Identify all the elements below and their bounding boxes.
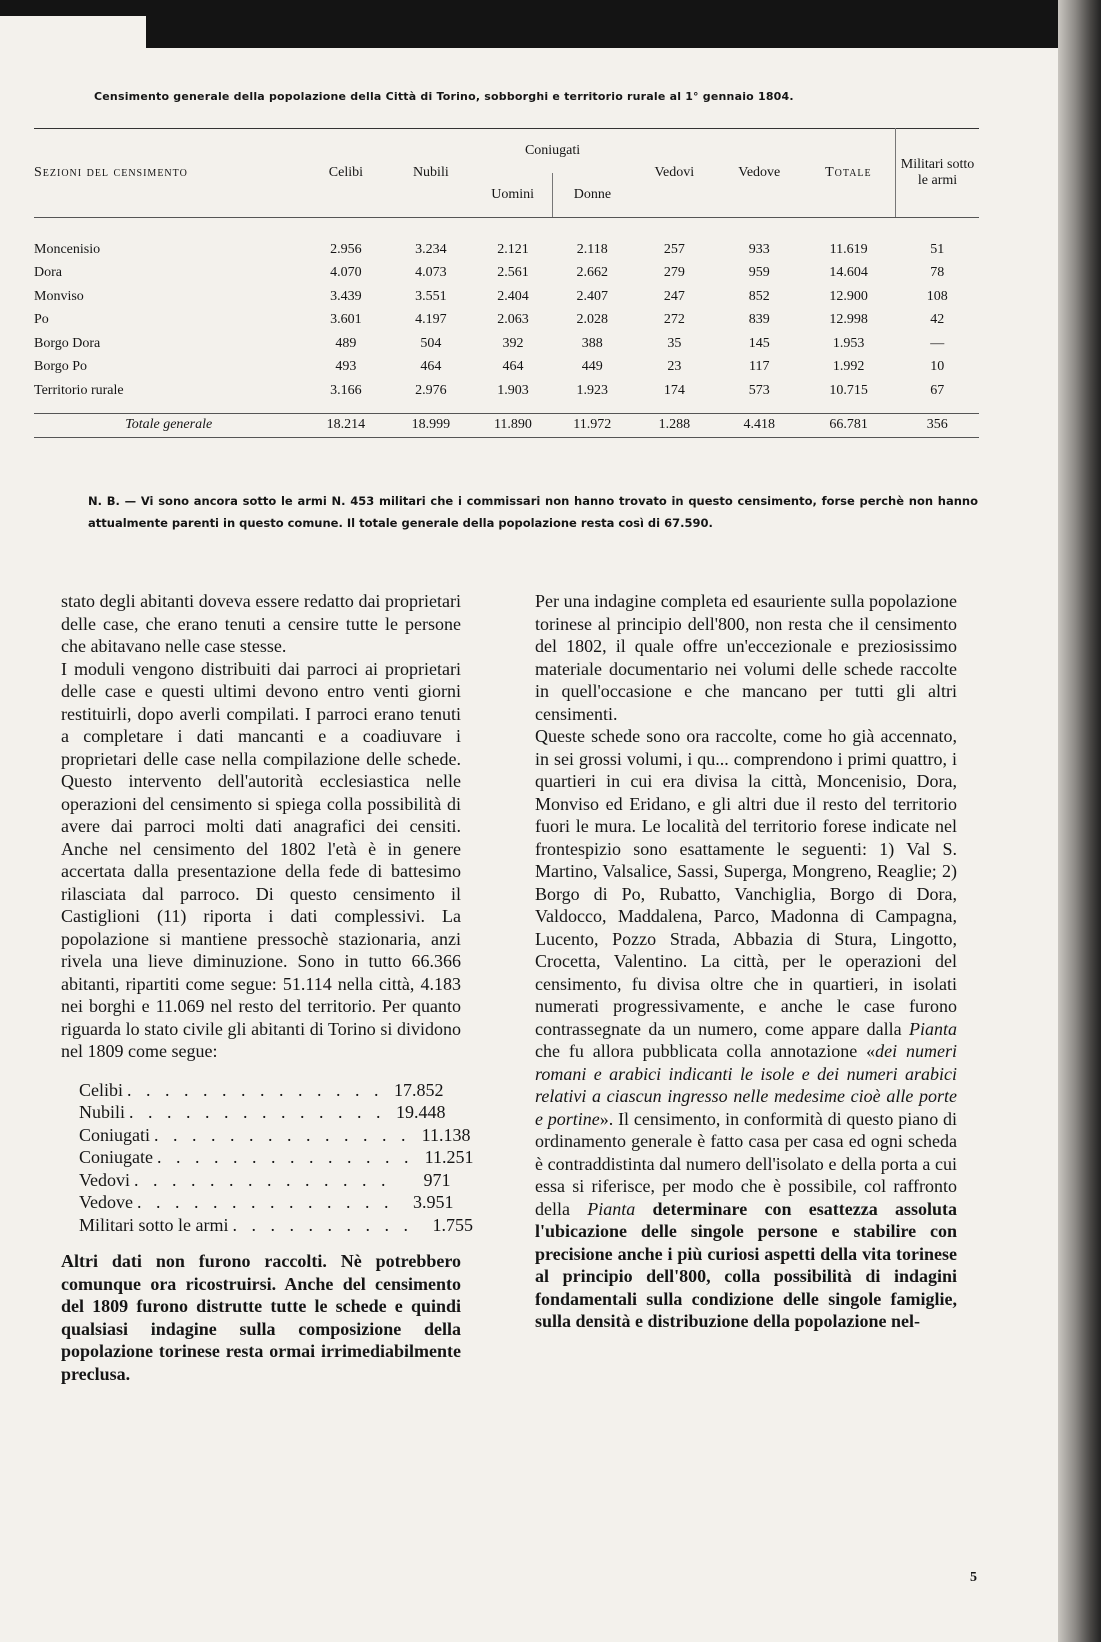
cell-nubili: 4.197	[415, 312, 447, 328]
cell-militari: —	[930, 335, 945, 351]
total-celibi: 18.214	[326, 417, 366, 433]
paragraph	[535, 725, 957, 1333]
table-row	[34, 238, 979, 262]
cell-vedove: 573	[748, 382, 770, 398]
header-coniugati: Coniugati	[524, 143, 581, 158]
stat-value: 1.755	[432, 1214, 473, 1235]
stat-label: Coniugati	[79, 1124, 150, 1145]
paragraph: Per una indagine completa ed esauriente sulla popolazione torinese al principio dell'800, non resta che il censimento del 1802, il quale offre un'eccezionale e preziosissimo materiale documentario nei volumi delle schede raccolte in quell'occasione e che mancano per tutti gli altri censimenti.	[535, 591, 957, 724]
table-row	[34, 309, 979, 333]
total-totale: 66.781	[829, 417, 868, 433]
page-number: 5	[970, 1570, 977, 1585]
total-row	[34, 413, 979, 438]
cell-uomini: 464	[502, 359, 524, 375]
cell-vedovi: 174	[663, 382, 685, 398]
total-uomini: 11.890	[493, 417, 532, 433]
cell-vedove: 933	[748, 241, 770, 257]
stat-value: 19.448	[396, 1102, 446, 1122]
cell-vedovi: 257	[663, 241, 685, 257]
table-caption: Censimento generale della popolazione della Città di Torino, sobborghi e territorio rurale al 1° gennaio 1804.	[94, 90, 794, 103]
row-name: Territorio rurale	[34, 382, 124, 398]
stat-label: Militari sotto le armi	[79, 1214, 229, 1235]
text-run: determinare con esattezza assoluta l'ubicazione delle singole persone e stabilire con precisione anche i più curiosi aspetti della vita torinese al principio dell'800, colla possibilità di indagini fondamentali sulla condizione delle singole famiglie, sulla densità e distribuzione della popolazione nel-	[535, 1198, 957, 1331]
row-name: Moncenisio	[34, 241, 101, 257]
total-vedovi: 1.288	[658, 417, 691, 433]
cell-nubili: 3.551	[415, 288, 447, 304]
text-run: Pianta	[909, 1018, 958, 1039]
text-run: Queste schede sono ora raccolte, come ho già accennato, in sei grossi volumi, i qu... comprendono i primi quattro, i quartieri in cui era divisa la città, Moncenisio, Dora, Monviso ed Eridano, e gli altri due il resto del territorio fuori le mura. Le località del territorio forese indicate nel frontespizio sono esattamente le seguenti: 1) Val S. Martino, Valsalice, Sassi, Superga, Mongreno, Reaglie; 2) Borgo di Po, Rubatto, Vanchiglia, Borgo di Dora, Valdocco, Maddalena, Parco, Madonna di Campagna, Lucento, Pozzo Strada, Abbazia di Stura, Lingotto, Crocetta, Valentino. La città, per le operazioni del censimento, fu divisa oltre che in quartieri, in isolati numerati progressivamente, e anche le case furono contrassegnate da un numero, come appare dalla	[535, 726, 957, 1039]
text-run: ». Il censimento, in conformità di questo piano di ordinamento generale è fatto casa per casa ed ogni scheda è contraddistinta dal numero dell'isolato e della porta a cui essa si riferisce, per modo che è possibile, col raffronto della	[535, 1108, 957, 1219]
list-item: Nubili . . . . . . . . . . . . . . 19.448	[79, 1102, 446, 1122]
cell-celibi: 3.166	[330, 382, 362, 398]
cell-nubili: 464	[420, 359, 442, 375]
stat-label: Vedovi	[79, 1169, 130, 1190]
total-militari: 356	[926, 417, 948, 433]
cell-celibi: 489	[335, 335, 357, 351]
census-table	[34, 128, 979, 438]
cell-donne: 1.923	[576, 382, 608, 398]
header-celibi: Celibi	[303, 129, 388, 218]
list-item: Militari sotto le armi . . . . . . . . . . 1.755	[79, 1214, 473, 1235]
cell-uomini: 1.903	[497, 382, 529, 398]
header-sections: Sezioni del censimento	[34, 129, 303, 218]
cell-totale: 11.619	[829, 241, 868, 257]
row-name: Monviso	[34, 288, 84, 304]
scan-border-strip	[146, 16, 1101, 48]
cell-vedove: 839	[748, 312, 770, 328]
header-uomini: Uomini	[473, 173, 552, 218]
stat-label: Celibi	[79, 1079, 123, 1100]
total-donne: 11.972	[573, 417, 612, 433]
cell-totale: 12.998	[829, 312, 868, 328]
cell-militari: 51	[930, 241, 945, 257]
list-item: Celibi . . . . . . . . . . . . . . 17.852	[79, 1079, 444, 1100]
row-name: Borgo Po	[34, 359, 88, 375]
cell-celibi: 3.601	[330, 312, 362, 328]
cell-uomini: 2.404	[497, 288, 529, 304]
stat-value: 11.251	[424, 1147, 474, 1167]
cell-nubili: 2.976	[415, 382, 447, 398]
cell-donne: 388	[581, 335, 603, 351]
paragraph: Altri dati non furono raccolti. Nè potrebbero comunque ora ricostruirsi. Anche del censimento del 1809 furono distrutte tutte le schede e quindi qualsiasi indagine sulla composizione della popolazione torinese resta ormai irrimediabilmente preclusa.	[61, 1251, 461, 1384]
cell-militari: 78	[930, 265, 945, 281]
cell-militari: 10	[930, 359, 945, 375]
stat-label: Vedove	[79, 1192, 133, 1212]
paragraph: stato degli abitanti doveva essere redatto dai proprietari delle case, che erano tenuti a censire tutte le persone che abitavano nelle case stesse.	[61, 591, 461, 656]
header-nubili: Nubili	[388, 129, 473, 218]
table-row	[34, 285, 979, 309]
cell-totale: 1.953	[832, 335, 865, 351]
list-item: Coniugate . . . . . . . . . . . . . . 11.251	[79, 1147, 474, 1167]
cell-totale: 12.900	[829, 288, 868, 304]
cell-donne: 2.407	[576, 288, 608, 304]
cell-totale: 10.715	[829, 382, 868, 398]
text-run: che fu allora pubblicata colla annotazione «	[535, 1041, 876, 1061]
stat-value: 971	[423, 1169, 451, 1190]
cell-donne: 2.662	[576, 265, 608, 281]
paragraph: I moduli vengono distribuiti dai parroci ai proprietari delle case e questi ultimi devono entro venti giorni restituirli, dopo averli compilati. I parroci erano tenuti a completare i dati mancanti e a coadiuvare i proprietari delle case nella compilazione delle schede. Questo intervento dell'autorità ecclesiastica nelle operazioni del censimento si spiega colla possibilità di avere dai parroci molti dati anagrafici dei censiti. Anche nel censimento del 1802 l'età è in genere accertata dalla presentazione della fede di battesimo rilasciata dal parroco. Di questo censimento il Castiglioni (11) riporta i dati complessivi. La popolazione si mantiene pressochè stazionaria, anzi rivela una lieve diminuzione. Sono in tutto 66.366 abitanti, ripartiti come segue: 51.114 nella città, 4.183 nei borghi e 11.069 nel resto del territorio. Per quanto riguarda lo stato civile gli abitanti di Torino si dividono nel 1809 come segue:	[61, 658, 461, 1061]
cell-donne: 449	[581, 359, 603, 375]
cell-uomini: 392	[502, 335, 524, 351]
table-row	[34, 262, 979, 286]
cell-vedove: 145	[748, 335, 770, 351]
stat-label: Nubili	[79, 1102, 126, 1122]
cell-vedove: 852	[748, 288, 770, 304]
cell-celibi: 3.439	[330, 288, 362, 304]
total-nubili: 18.999	[411, 417, 451, 433]
cell-celibi: 493	[335, 359, 357, 375]
cell-uomini: 2.063	[497, 312, 529, 328]
list-item: Coniugati . . . . . . . . . . . . . . 11.138	[79, 1124, 471, 1145]
scan-border-right	[1058, 0, 1101, 1642]
row-name: Po	[34, 312, 49, 328]
text-run: Pianta	[587, 1198, 636, 1219]
total-vedove: 4.418	[743, 417, 776, 433]
cell-uomini: 2.121	[497, 241, 529, 257]
cell-vedovi: 247	[663, 288, 685, 304]
cell-totale: 14.604	[829, 265, 868, 281]
total-label: Totale generale	[125, 417, 213, 433]
row-name: Borgo Dora	[34, 335, 101, 351]
list-item: Vedovi . . . . . . . . . . . . . . 971	[79, 1169, 451, 1190]
cell-vedovi: 279	[663, 265, 685, 281]
cell-nubili: 3.234	[415, 241, 447, 257]
table-row	[34, 356, 979, 380]
header-totale: Totale	[802, 129, 896, 218]
stat-value: 17.852	[394, 1079, 444, 1100]
table-row	[34, 332, 979, 356]
stat-value: 11.138	[421, 1124, 471, 1145]
left-column	[61, 590, 474, 1385]
cell-donne: 2.118	[576, 241, 608, 257]
list-item: Vedove . . . . . . . . . . . . . . 3.951	[79, 1192, 454, 1212]
cell-vedove: 117	[749, 359, 770, 375]
row-name: Dora	[34, 265, 62, 281]
cell-militari: 67	[930, 382, 945, 398]
stat-value: 3.951	[412, 1192, 454, 1212]
quote-text: dei numeri romani e arabici indicanti le isole e dei numeri arabici relativi a ciascun ingresso nelle medesime cioè alle porte e portine	[535, 1041, 958, 1129]
civil-status-list	[79, 1079, 474, 1237]
stat-label: Coniugate	[79, 1147, 153, 1167]
cell-donne: 2.028	[576, 312, 608, 328]
cell-militari: 42	[930, 312, 945, 328]
cell-vedovi: 23	[667, 359, 682, 375]
cell-nubili: 504	[420, 335, 442, 351]
table-row	[34, 379, 979, 403]
header-vedovi: Vedovi	[632, 129, 717, 218]
cell-totale: 1.992	[832, 359, 865, 375]
cell-nubili: 4.073	[415, 265, 447, 281]
footnote: N. B. — Vi sono ancora sotto le armi N. 453 militari che i commissari non hanno trovato in questo censimento, forse perchè non hanno attualmente parenti in questo comune. Il totale generale della popolazione resta così di 67.590.	[88, 494, 978, 530]
right-column	[535, 590, 957, 1333]
cell-vedovi: 272	[663, 312, 685, 328]
header-donne: Donne	[553, 173, 632, 218]
header-vedove: Vedove	[717, 129, 802, 218]
cell-militari: 108	[926, 288, 948, 304]
cell-vedovi: 35	[667, 335, 682, 351]
cell-uomini: 2.561	[497, 265, 529, 281]
cell-celibi: 2.956	[330, 241, 362, 257]
cell-celibi: 4.070	[330, 265, 362, 281]
scan-border-top	[0, 0, 1101, 16]
header-militari: Militari sotto le armi	[896, 129, 979, 218]
cell-vedove: 959	[748, 265, 770, 281]
